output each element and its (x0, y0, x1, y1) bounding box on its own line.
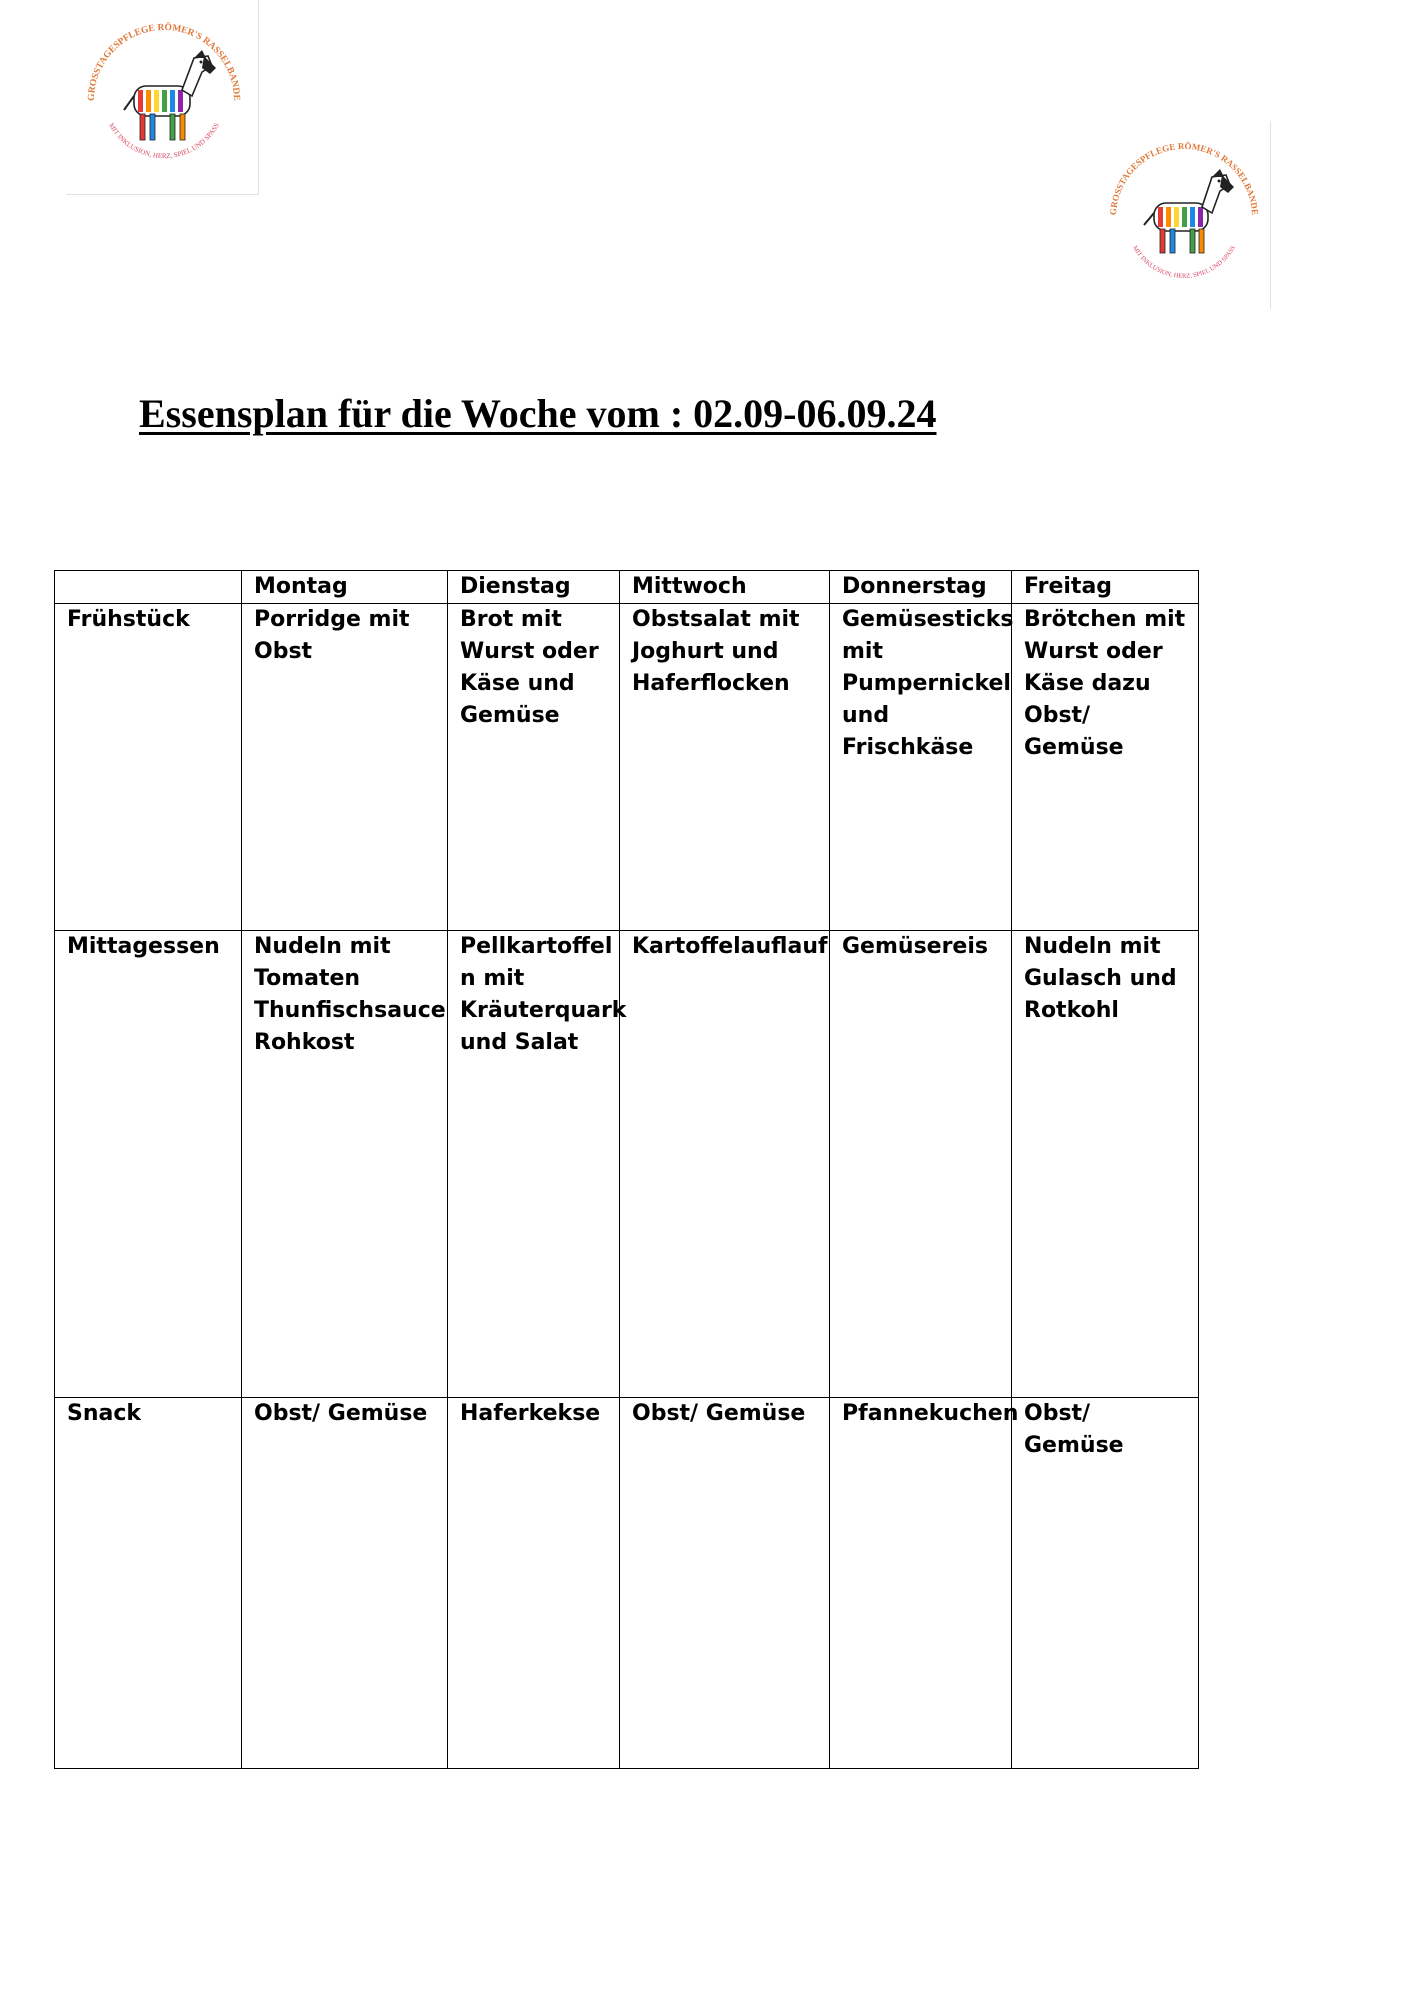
meal-cell: Kartoffelauflauf (620, 931, 830, 1398)
meal-cell: Obst/ Gemüse (620, 1398, 830, 1769)
row-label-snack: Snack (55, 1398, 242, 1769)
rainbow-zebra-icon (66, 0, 258, 194)
meal-cell: Pfannekuchen (830, 1398, 1012, 1769)
day-header-dienstag: Dienstag (448, 571, 620, 604)
logo-left (66, 0, 259, 195)
day-header-montag: Montag (242, 571, 448, 604)
meal-cell: Obst/ Gemüse (1012, 1398, 1199, 1769)
corner-cell (55, 571, 242, 604)
meal-cell: Obst/ Gemüse (242, 1398, 448, 1769)
table-row (55, 1398, 1199, 1769)
rainbow-zebra-icon (1098, 121, 1270, 309)
logo-ring-text-bottom: MIT INKLUSION, HERZ, SPIEL UND SPASS (107, 121, 221, 161)
table-row (55, 604, 1199, 931)
meal-cell: Gemüsesticks mit Pumpernickel und Frischkäse (830, 604, 1012, 931)
row-label-mittagessen: Mittagessen (55, 931, 242, 1398)
meal-cell: Haferkekse (448, 1398, 620, 1769)
logo-ring-text-top: GROSSTAGESPFLEGE RÖMER'S RASSELBANDE (1107, 140, 1261, 216)
table-row (55, 931, 1199, 1398)
meal-cell: Brot mit Wurst oder Käse und Gemüse (448, 604, 620, 931)
meal-cell: Brötchen mit Wurst oder Käse dazu Obst/ Gemüse (1012, 604, 1199, 931)
meal-cell: Obstsalat mit Joghurt und Haferflocken (620, 604, 830, 931)
meal-cell: Gemüsereis (830, 931, 1012, 1398)
meal-plan-table (54, 570, 1199, 1769)
meal-cell: Nudeln mit Tomaten Thunfischsauce Rohkost (242, 931, 448, 1398)
meal-cell: Porridge mit Obst (242, 604, 448, 931)
day-header-donnerstag: Donnerstag (830, 571, 1012, 604)
logo-right (1098, 121, 1271, 309)
meal-cell: Pellkartoffel n mit Kräuterquark und Salat (448, 931, 620, 1398)
header-row (55, 571, 1199, 604)
row-label-fruehstueck: Frühstück (55, 604, 242, 931)
day-header-freitag: Freitag (1012, 571, 1199, 604)
meal-cell: Nudeln mit Gulasch und Rotkohl (1012, 931, 1199, 1398)
day-header-mittwoch: Mittwoch (620, 571, 830, 604)
svg-text:MIT INKLUSION, HERZ, SPIEL UND (1131, 244, 1237, 280)
logo-ring-text-top: GROSSTAGESPFLEGE RÖMER'S RASSELBANDE (86, 22, 242, 102)
svg-text:MIT INKLUSION, HERZ, SPIEL UND (107, 122, 221, 160)
page-title: Essensplan für die Woche vom : 02.09-06.09.24 (139, 391, 937, 436)
logo-ring-text-bottom: MIT INKLUSION, HERZ, SPIEL UND SPASS (1130, 244, 1238, 280)
